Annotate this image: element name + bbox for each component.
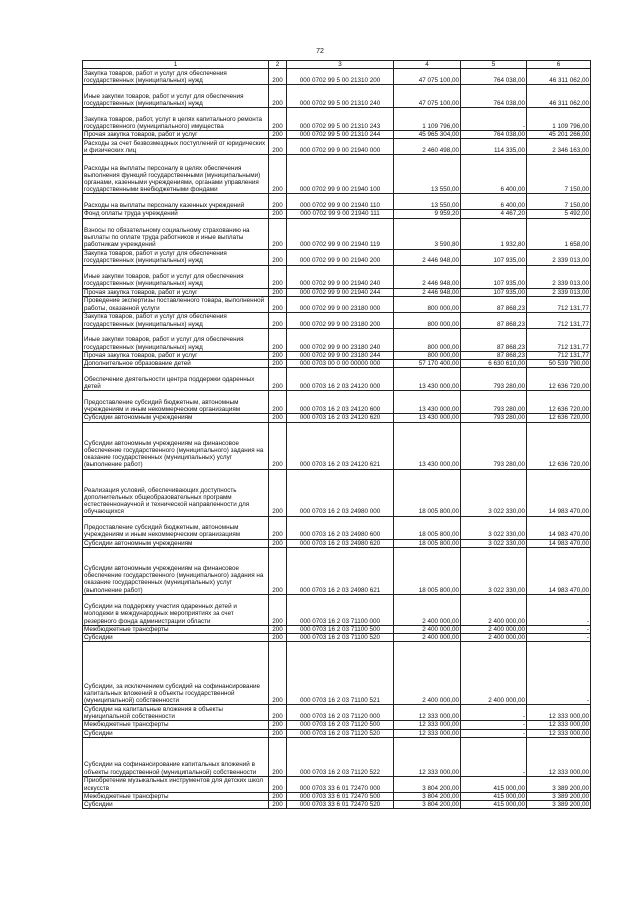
table-row [83, 155, 591, 194]
row-approved-cell: 13 430 000,00 [394, 422, 461, 469]
row-executed-cell: 6 400,00 [461, 155, 527, 194]
row-kvr-cell: 200 [269, 729, 287, 737]
row-name-cell: Фонд оплаты труда учреждений [83, 210, 269, 218]
row-code-cell: 000 0702 99 9 00 21940 119 [287, 218, 394, 249]
row-remaining-cell: - [527, 594, 591, 625]
table-row [83, 422, 591, 469]
table-row [83, 721, 591, 729]
row-remaining-cell: 1 109 796,00 [527, 108, 591, 131]
row-kvr-cell: 200 [269, 328, 287, 351]
table-row [83, 414, 591, 422]
row-kvr-cell: 200 [269, 85, 287, 108]
row-remaining-cell: 1 658,00 [527, 218, 591, 249]
row-kvr-cell: 200 [269, 296, 287, 312]
row-kvr-cell: 200 [269, 210, 287, 218]
row-name-cell: Иные закупки товаров, работ и услуг для обеспечения государственных (муниципальных) нужд [83, 265, 269, 288]
row-approved-cell: 3 590,80 [394, 218, 461, 249]
row-executed-cell: 107 935,00 [461, 249, 527, 265]
table-row [83, 594, 591, 625]
row-kvr-cell: 200 [269, 155, 287, 194]
row-code-cell: 000 0702 99 9 00 21940 240 [287, 265, 394, 288]
row-kvr-cell: 200 [269, 139, 287, 155]
table-row [83, 296, 591, 312]
row-executed-cell: - [461, 108, 527, 131]
row-kvr-cell: 200 [269, 288, 287, 296]
table-row [83, 131, 591, 139]
table-row [83, 705, 591, 721]
row-kvr-cell: 200 [269, 469, 287, 516]
row-name-cell: Прочая закупка товаров, работ и услуг [83, 351, 269, 359]
row-name-cell: Межбюджетные трансферты [83, 625, 269, 633]
row-executed-cell: - [461, 721, 527, 729]
row-remaining-cell: 14 983 470,00 [527, 469, 591, 516]
row-executed-cell: 3 022 330,00 [461, 547, 527, 594]
row-executed-cell: 793 280,00 [461, 422, 527, 469]
row-name-cell: Субсидии автономным учреждениям на финансовое обеспечение государственного (муниципального) задания на оказание государственных (муниципальных) услуг (выполнение работ) [83, 547, 269, 594]
row-executed-cell: 4 467,20 [461, 210, 527, 218]
row-name-cell: Расходы за счет безвозмездных поступлений от юридических и физических лиц [83, 139, 269, 155]
row-remaining-cell: 3 389 200,00 [527, 792, 591, 800]
row-code-cell: 000 0702 99 5 00 21310 244 [287, 131, 394, 139]
row-code-cell: 000 0703 16 2 03 71120 000 [287, 705, 394, 721]
row-code-cell: 000 0702 99 5 00 21310 200 [287, 69, 394, 85]
row-name-cell: Субсидии [83, 634, 269, 642]
row-kvr-cell: 200 [269, 131, 287, 139]
row-approved-cell: 13 430 000,00 [394, 391, 461, 414]
row-approved-cell: 12 333 000,00 [394, 705, 461, 721]
row-name-cell: Прочая закупка товаров, работ и услуг [83, 288, 269, 296]
row-executed-cell: 2 400 000,00 [461, 625, 527, 633]
column-header: 6 [527, 61, 591, 69]
table-row [83, 194, 591, 210]
row-executed-cell: 87 868,23 [461, 312, 527, 328]
row-approved-cell: 3 804 200,00 [394, 792, 461, 800]
row-remaining-cell: 7 150,00 [527, 194, 591, 210]
row-name-cell: Взносы по обязательному социальному страхованию на выплаты по оплате труда работников и иные выплаты работникам учреждений [83, 218, 269, 249]
row-name-cell: Субсидии на капитальные вложения в объекты муниципальной собственности [83, 705, 269, 721]
column-header: 4 [394, 61, 461, 69]
row-code-cell: 000 0703 16 2 03 24980 620 [287, 539, 394, 547]
row-approved-cell: 800 000,00 [394, 351, 461, 359]
row-code-cell: 000 0702 99 9 00 21940 110 [287, 194, 394, 210]
row-kvr-cell: 200 [269, 194, 287, 210]
row-executed-cell: 2 400 000,00 [461, 642, 527, 705]
row-approved-cell: 2 400 000,00 [394, 625, 461, 633]
table-row [83, 210, 591, 218]
table-row [83, 249, 591, 265]
row-approved-cell: 12 333 000,00 [394, 729, 461, 737]
row-approved-cell: 18 005 800,00 [394, 516, 461, 539]
table-row [83, 391, 591, 414]
row-executed-cell: 87 868,23 [461, 351, 527, 359]
row-executed-cell: 87 868,23 [461, 296, 527, 312]
row-kvr-cell: 200 [269, 792, 287, 800]
row-remaining-cell: 3 389 200,00 [527, 801, 591, 809]
row-approved-cell: 13 550,00 [394, 194, 461, 210]
table-row [83, 634, 591, 642]
row-approved-cell: 12 333 000,00 [394, 737, 461, 776]
row-remaining-cell: 2 339 013,00 [527, 265, 591, 288]
row-name-cell: Субсидии на поддержку участия одаренных детей и молодежи в международных мероприятиях за счет резервного фонда администрации области [83, 594, 269, 625]
row-remaining-cell: 12 636 720,00 [527, 368, 591, 391]
table-row [83, 801, 591, 809]
row-code-cell: 000 0703 16 2 03 24980 000 [287, 469, 394, 516]
column-header: 3 [287, 61, 394, 69]
row-executed-cell: 87 868,23 [461, 328, 527, 351]
table-row [83, 776, 591, 792]
row-code-cell: 000 0703 16 2 03 71100 521 [287, 642, 394, 705]
row-code-cell: 000 0703 33 6 01 72470 520 [287, 801, 394, 809]
row-approved-cell: 2 400 000,00 [394, 594, 461, 625]
row-name-cell: Расходы на выплаты персоналу казенных учреждений [83, 194, 269, 210]
row-executed-cell: 3 022 330,00 [461, 539, 527, 547]
row-executed-cell: 114 335,00 [461, 139, 527, 155]
row-remaining-cell: - [527, 634, 591, 642]
row-executed-cell: 2 400 000,00 [461, 634, 527, 642]
row-approved-cell: 2 446 948,00 [394, 288, 461, 296]
row-remaining-cell: 12 636 720,00 [527, 422, 591, 469]
row-remaining-cell: 12 333 000,00 [527, 705, 591, 721]
table-row [83, 85, 591, 108]
row-name-cell: Субсидии на софинансирование капитальных вложений в объекты государственной (муниципальной) собственности [83, 737, 269, 776]
row-approved-cell: 18 005 800,00 [394, 539, 461, 547]
row-executed-cell: 793 280,00 [461, 391, 527, 414]
table-row [83, 516, 591, 539]
row-executed-cell: 793 280,00 [461, 414, 527, 422]
row-remaining-cell: - [527, 625, 591, 633]
column-header: 5 [461, 61, 527, 69]
row-executed-cell: 793 280,00 [461, 368, 527, 391]
row-kvr-cell: 200 [269, 539, 287, 547]
row-remaining-cell: 12 636 720,00 [527, 391, 591, 414]
row-remaining-cell: 45 201 266,00 [527, 131, 591, 139]
row-code-cell: 000 0702 99 9 00 21940 200 [287, 249, 394, 265]
row-approved-cell: 18 005 800,00 [394, 547, 461, 594]
row-executed-cell: - [461, 737, 527, 776]
row-kvr-cell: 200 [269, 351, 287, 359]
row-code-cell: 000 0702 99 9 00 23180 244 [287, 351, 394, 359]
row-kvr-cell: 200 [269, 108, 287, 131]
budget-execution-table [82, 60, 591, 809]
row-code-cell: 000 0702 99 5 00 21310 240 [287, 85, 394, 108]
table-row [83, 792, 591, 800]
table-row [83, 139, 591, 155]
row-approved-cell: 2 446 948,00 [394, 249, 461, 265]
row-name-cell: Субсидии автономным учреждениям [83, 539, 269, 547]
row-kvr-cell: 200 [269, 368, 287, 391]
table-header-row [83, 61, 591, 69]
row-code-cell: 000 0703 16 2 03 24980 621 [287, 547, 394, 594]
row-name-cell: Обеспечение деятельности центра поддержки одаренных детей [83, 368, 269, 391]
row-approved-cell: 57 170 400,00 [394, 360, 461, 368]
row-kvr-cell: 200 [269, 594, 287, 625]
row-executed-cell: 764 038,00 [461, 69, 527, 85]
row-approved-cell: 2 460 498,00 [394, 139, 461, 155]
row-code-cell: 000 0703 00 0 00 00000 000 [287, 360, 394, 368]
row-approved-cell: 800 000,00 [394, 328, 461, 351]
table-row [83, 368, 591, 391]
row-executed-cell: - [461, 729, 527, 737]
row-name-cell: Закупка товаров, работ, услуг в целях капитального ремонта государственного (муниципального) имущества [83, 108, 269, 131]
row-kvr-cell: 200 [269, 737, 287, 776]
row-name-cell: Реализация условий, обеспечивающих доступность дополнительных общеобразовательных программ естественнонаучной и технической направленности для обучающихся [83, 469, 269, 516]
row-code-cell: 000 0703 16 2 03 24120 000 [287, 368, 394, 391]
row-executed-cell: 415 000,00 [461, 792, 527, 800]
row-executed-cell: 107 935,00 [461, 288, 527, 296]
row-code-cell: 000 0702 99 9 00 21940 244 [287, 288, 394, 296]
row-remaining-cell: 46 311 062,00 [527, 85, 591, 108]
row-kvr-cell: 200 [269, 547, 287, 594]
table-row [83, 737, 591, 776]
row-approved-cell: 2 400 000,00 [394, 634, 461, 642]
row-name-cell: Иные закупки товаров, работ и услуг для обеспечения государственных (муниципальных) нужд [83, 85, 269, 108]
row-name-cell: Закупка товаров, работ и услуг для обеспечения государственных (муниципальных) нужд [83, 249, 269, 265]
row-executed-cell: 3 022 330,00 [461, 516, 527, 539]
table-row [83, 265, 591, 288]
row-code-cell: 000 0702 99 9 00 23180 200 [287, 312, 394, 328]
row-name-cell: Предоставление субсидий бюджетным, автономным учреждениям и иным некоммерческим организациям [83, 516, 269, 539]
row-name-cell: Дополнительное образование детей [83, 360, 269, 368]
row-code-cell: 000 0703 16 2 03 71100 000 [287, 594, 394, 625]
row-code-cell: 000 0702 99 9 00 21940 100 [287, 155, 394, 194]
table-row [83, 547, 591, 594]
row-approved-cell: 18 005 800,00 [394, 469, 461, 516]
row-remaining-cell: 12 333 000,00 [527, 737, 591, 776]
row-kvr-cell: 200 [269, 265, 287, 288]
table-row [83, 312, 591, 328]
row-approved-cell: 13 550,00 [394, 155, 461, 194]
row-code-cell: 000 0703 16 2 03 71100 500 [287, 625, 394, 633]
row-kvr-cell: 200 [269, 312, 287, 328]
row-code-cell: 000 0702 99 5 00 21310 243 [287, 108, 394, 131]
row-kvr-cell: 200 [269, 414, 287, 422]
row-remaining-cell: 14 983 470,00 [527, 516, 591, 539]
table-row [83, 539, 591, 547]
row-name-cell: Субсидии, за исключением субсидий на софинансирование капитальных вложений в объекты государственной (муниципальной) собственности [83, 642, 269, 705]
row-remaining-cell: 712 131,77 [527, 328, 591, 351]
row-remaining-cell: 46 311 062,00 [527, 69, 591, 85]
table-row [83, 642, 591, 705]
row-code-cell: 000 0703 33 6 01 72470 000 [287, 776, 394, 792]
row-name-cell: Межбюджетные трансферты [83, 721, 269, 729]
page-number: 72 [316, 48, 324, 55]
table-row [83, 69, 591, 85]
row-approved-cell: 1 109 796,00 [394, 108, 461, 131]
row-approved-cell: 47 075 100,00 [394, 85, 461, 108]
row-code-cell: 000 0703 16 2 03 24120 600 [287, 391, 394, 414]
row-code-cell: 000 0702 99 9 00 23180 000 [287, 296, 394, 312]
table-row [83, 328, 591, 351]
row-approved-cell: 13 430 000,00 [394, 414, 461, 422]
row-approved-cell: 800 000,00 [394, 312, 461, 328]
row-kvr-cell: 200 [269, 422, 287, 469]
row-code-cell: 000 0702 99 9 00 21940 000 [287, 139, 394, 155]
row-name-cell: Расходы на выплаты персоналу в целях обеспечения выполнения функций государственными (муниципальными) органами, казенными учреждениями, органами управления государственными внебюджетными фондами [83, 155, 269, 194]
row-executed-cell: 6 400,00 [461, 194, 527, 210]
row-code-cell: 000 0702 99 9 00 21940 111 [287, 210, 394, 218]
row-remaining-cell: 50 539 790,00 [527, 360, 591, 368]
row-remaining-cell: 12 636 720,00 [527, 414, 591, 422]
row-code-cell: 000 0703 16 2 03 71100 520 [287, 634, 394, 642]
row-remaining-cell: 712 131,77 [527, 296, 591, 312]
table-row [83, 218, 591, 249]
row-code-cell: 000 0702 99 9 00 23180 240 [287, 328, 394, 351]
row-name-cell: Иные закупки товаров, работ и услуг для обеспечения государственных (муниципальных) нужд [83, 328, 269, 351]
row-remaining-cell: 7 150,00 [527, 155, 591, 194]
row-executed-cell: 1 932,80 [461, 218, 527, 249]
row-remaining-cell: 712 131,77 [527, 312, 591, 328]
row-name-cell: Субсидии [83, 729, 269, 737]
row-remaining-cell: 2 339 013,00 [527, 249, 591, 265]
row-code-cell: 000 0703 16 2 03 24120 620 [287, 414, 394, 422]
column-header: 2 [269, 61, 287, 69]
row-executed-cell: 764 038,00 [461, 85, 527, 108]
row-name-cell: Закупка товаров, работ и услуг для обеспечения государственных (муниципальных) нужд [83, 69, 269, 85]
row-kvr-cell: 200 [269, 516, 287, 539]
row-kvr-cell: 200 [269, 721, 287, 729]
row-remaining-cell: 14 983 470,00 [527, 547, 591, 594]
row-remaining-cell: 3 389 200,00 [527, 776, 591, 792]
row-remaining-cell: 12 333 000,00 [527, 721, 591, 729]
row-kvr-cell: 200 [269, 249, 287, 265]
table-row [83, 351, 591, 359]
row-kvr-cell: 200 [269, 642, 287, 705]
row-name-cell: Проведение экспертизы поставленного товара, выполненной работы, оказанной услуги [83, 296, 269, 312]
row-executed-cell: 3 022 330,00 [461, 469, 527, 516]
table-row [83, 625, 591, 633]
row-executed-cell: 415 000,00 [461, 801, 527, 809]
row-name-cell: Закупка товаров, работ и услуг для обеспечения государственных (муниципальных) нужд [83, 312, 269, 328]
row-name-cell: Предоставление субсидий бюджетным, автономным учреждениям и иным некоммерческим организациям [83, 391, 269, 414]
row-name-cell: Субсидии автономным учреждениям на финансовое обеспечение государственного (муниципального) задания на оказание государственных (муниципальных) услуг (выполнение работ) [83, 422, 269, 469]
row-executed-cell: - [461, 705, 527, 721]
row-remaining-cell: - [527, 642, 591, 705]
row-remaining-cell: 12 333 000,00 [527, 729, 591, 737]
row-code-cell: 000 0703 16 2 03 71120 500 [287, 721, 394, 729]
row-code-cell: 000 0703 16 2 03 24120 621 [287, 422, 394, 469]
table-row [83, 469, 591, 516]
row-remaining-cell: 14 983 470,00 [527, 539, 591, 547]
table-row [83, 360, 591, 368]
row-name-cell: Субсидии автономным учреждениям [83, 414, 269, 422]
row-executed-cell: 107 935,00 [461, 265, 527, 288]
row-approved-cell: 3 804 200,00 [394, 801, 461, 809]
row-approved-cell: 3 804 200,00 [394, 776, 461, 792]
row-kvr-cell: 200 [269, 218, 287, 249]
row-kvr-cell: 200 [269, 391, 287, 414]
row-kvr-cell: 200 [269, 360, 287, 368]
row-approved-cell: 2 400 000,00 [394, 642, 461, 705]
row-approved-cell: 47 075 100,00 [394, 69, 461, 85]
table-row [83, 729, 591, 737]
row-executed-cell: 2 400 000,00 [461, 594, 527, 625]
row-name-cell: Приобретение музыкальных инструментов для детских школ искусств [83, 776, 269, 792]
row-code-cell: 000 0703 16 2 03 24980 600 [287, 516, 394, 539]
row-remaining-cell: 5 492,00 [527, 210, 591, 218]
row-name-cell: Субсидии [83, 801, 269, 809]
row-kvr-cell: 200 [269, 776, 287, 792]
row-approved-cell: 45 965 304,00 [394, 131, 461, 139]
table-row [83, 288, 591, 296]
row-executed-cell: 6 630 610,00 [461, 360, 527, 368]
row-approved-cell: 13 430 000,00 [394, 368, 461, 391]
row-remaining-cell: 2 339 013,00 [527, 288, 591, 296]
row-approved-cell: 2 446 948,00 [394, 265, 461, 288]
row-kvr-cell: 200 [269, 69, 287, 85]
column-header: 1 [83, 61, 269, 69]
row-approved-cell: 12 333 000,00 [394, 721, 461, 729]
row-remaining-cell: 2 346 163,00 [527, 139, 591, 155]
row-code-cell: 000 0703 16 2 03 71120 520 [287, 729, 394, 737]
row-code-cell: 000 0703 33 6 01 72470 500 [287, 792, 394, 800]
row-kvr-cell: 200 [269, 801, 287, 809]
row-remaining-cell: 712 131,77 [527, 351, 591, 359]
row-kvr-cell: 200 [269, 634, 287, 642]
row-code-cell: 000 0703 16 2 03 71120 522 [287, 737, 394, 776]
table-row [83, 108, 591, 131]
row-executed-cell: 764 038,00 [461, 131, 527, 139]
row-executed-cell: 415 000,00 [461, 776, 527, 792]
row-kvr-cell: 200 [269, 705, 287, 721]
row-name-cell: Межбюджетные трансферты [83, 792, 269, 800]
row-approved-cell: 9 959,20 [394, 210, 461, 218]
row-name-cell: Прочая закупка товаров, работ и услуг [83, 131, 269, 139]
row-kvr-cell: 200 [269, 625, 287, 633]
row-approved-cell: 800 000,00 [394, 296, 461, 312]
